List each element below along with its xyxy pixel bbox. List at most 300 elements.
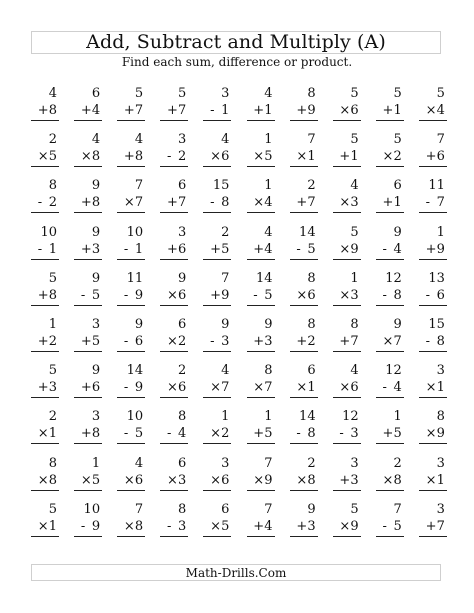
problem-operator: + <box>339 472 351 488</box>
problem <box>247 363 273 403</box>
problem-top-operand: 3 <box>350 455 359 471</box>
problem-top-operand: 9 <box>264 317 273 332</box>
answer-line <box>203 490 231 491</box>
answer-line <box>419 212 447 213</box>
problem-top-operand: 3 <box>221 86 230 101</box>
problem-bottom-line <box>339 426 358 441</box>
problem-grid <box>20 80 454 560</box>
problem <box>160 363 186 403</box>
problem-bottom-operand: 7 <box>134 195 144 211</box>
problem-top-operand: 4 <box>350 178 359 194</box>
problem <box>333 271 359 311</box>
problem-operator: × <box>253 472 265 488</box>
problem-top-operand: 6 <box>393 178 402 194</box>
problem-operator: - <box>37 241 43 257</box>
problem-bottom-operand: 5 <box>221 241 230 257</box>
problem-bottom-line <box>426 242 445 257</box>
answer-line <box>376 351 404 352</box>
problem <box>160 271 186 311</box>
problem-operator: × <box>382 149 394 165</box>
problem <box>117 363 143 403</box>
problem <box>290 502 316 542</box>
answer-line <box>290 305 318 306</box>
problem-operator: × <box>339 195 351 211</box>
problem <box>203 363 229 403</box>
answer-line <box>203 259 231 260</box>
problem-bottom-operand: 2 <box>48 195 57 211</box>
problem-bottom-operand: 8 <box>134 149 144 165</box>
answer-line <box>160 166 188 167</box>
problem <box>333 409 359 449</box>
problem-operator: + <box>80 103 92 118</box>
problem-top-operand: 5 <box>350 224 359 240</box>
problem <box>290 225 316 265</box>
footer-brand: Math-Drills.Com <box>185 565 287 580</box>
problem-bottom-operand: 7 <box>264 380 273 396</box>
problem-operator: × <box>339 518 351 534</box>
problem-top-operand: 3 <box>436 455 445 471</box>
problem <box>333 363 359 403</box>
problem-bottom-operand: 6 <box>350 380 359 396</box>
problem <box>160 178 186 218</box>
problem <box>333 317 359 357</box>
problem-bottom-operand: 9 <box>221 287 230 303</box>
problem-bottom-line <box>38 519 57 534</box>
problem-top-operand: 7 <box>264 455 273 471</box>
problem-top-operand: 6 <box>221 501 230 517</box>
problem-top-operand: 8 <box>307 86 316 101</box>
problem-top-operand: 7 <box>307 132 316 148</box>
problem-top-operand: 1 <box>221 409 230 425</box>
problem-bottom-operand: 5 <box>91 287 101 303</box>
problem-operator: + <box>80 195 92 211</box>
problem-operator: × <box>339 287 351 303</box>
problem-bottom-line <box>81 380 100 395</box>
problem-operator: - <box>382 287 387 303</box>
answer-line <box>31 490 59 491</box>
problem-bottom-line <box>383 288 402 303</box>
problem-bottom-line <box>167 473 186 488</box>
answer-line <box>160 259 188 260</box>
answer-line <box>290 490 318 491</box>
problem-bottom-line <box>167 195 186 210</box>
problem-operator: + <box>296 518 308 534</box>
answer-line <box>376 490 404 491</box>
problem-operator: + <box>339 149 351 165</box>
problem <box>31 86 57 126</box>
problem-top-operand: 3 <box>436 501 445 517</box>
problem-operator: × <box>37 518 49 534</box>
problem <box>247 456 273 496</box>
problem <box>203 502 229 542</box>
problem-bottom-operand: 5 <box>221 518 230 534</box>
answer-line <box>419 259 447 260</box>
problem-bottom-line <box>339 334 358 349</box>
problem <box>290 178 316 218</box>
problem-bottom-operand: 1 <box>307 149 316 165</box>
problem-bottom-line <box>253 473 272 488</box>
problem-bottom-line <box>210 426 229 441</box>
problem-bottom-operand: 9 <box>307 103 316 118</box>
problem-bottom-operand: 8 <box>91 195 101 211</box>
problem <box>74 363 100 403</box>
problem-bottom-operand: 9 <box>350 518 359 534</box>
problem-bottom-operand: 8 <box>393 287 402 303</box>
problem-bottom-operand: 6 <box>134 334 144 349</box>
problem-bottom-line <box>210 149 229 164</box>
problem <box>117 132 143 172</box>
answer-line <box>333 443 361 444</box>
problem-bottom-line <box>296 519 315 534</box>
problem-bottom-operand: 2 <box>178 334 187 349</box>
problem-bottom-operand: 5 <box>393 426 402 442</box>
problem-bottom-operand: 1 <box>134 241 144 257</box>
problem-bottom-line <box>38 426 57 441</box>
problem-top-operand: 15 <box>212 178 230 194</box>
problem-bottom-line <box>124 473 143 488</box>
problem-bottom-operand: 1 <box>393 195 402 211</box>
problem-bottom-operand: 1 <box>436 472 445 488</box>
problem-operator: × <box>253 380 265 396</box>
problem-top-operand: 5 <box>350 86 359 101</box>
problem-operator: × <box>123 472 135 488</box>
problem-bottom-line <box>253 103 272 118</box>
problem-operator: × <box>339 103 351 118</box>
problem-bottom-operand: 3 <box>350 472 359 488</box>
problem-operator: - <box>382 380 387 396</box>
problem-bottom-operand: 2 <box>307 334 316 349</box>
problem <box>160 132 186 172</box>
problem <box>247 502 273 542</box>
problem-bottom-operand: 6 <box>178 241 187 257</box>
problem-operator: - <box>123 426 129 442</box>
problem-top-operand: 5 <box>134 86 144 101</box>
problem-operator: + <box>37 287 49 303</box>
problem-bottom-operand: 6 <box>307 287 316 303</box>
problem-bottom-line <box>296 149 315 164</box>
problem-bottom-operand: 1 <box>48 426 57 442</box>
problem-bottom-line <box>426 473 445 488</box>
problem-top-operand: 3 <box>221 455 230 471</box>
problem-operator: + <box>382 103 394 118</box>
problem-top-operand: 4 <box>48 86 57 101</box>
problem-bottom-operand: 3 <box>307 518 316 534</box>
problem <box>247 225 273 265</box>
problem-bottom-operand: 7 <box>178 195 187 211</box>
problem-operator: × <box>253 149 265 165</box>
answer-line <box>203 166 231 167</box>
answer-line <box>203 305 231 306</box>
problem-bottom-operand: 7 <box>436 195 445 211</box>
problem-bottom-operand: 8 <box>48 472 57 488</box>
problem <box>419 502 445 542</box>
problem-bottom-operand: 4 <box>264 195 273 211</box>
problem <box>290 86 316 126</box>
problem-operator: × <box>296 472 308 488</box>
problem-operator: - <box>210 195 215 211</box>
problem <box>31 409 57 449</box>
problem-bottom-operand: 2 <box>393 149 402 165</box>
answer-line <box>376 120 404 121</box>
answer-line <box>31 305 59 306</box>
problem-top-operand: 2 <box>307 455 316 471</box>
answer-line <box>31 212 59 213</box>
problem <box>160 409 186 449</box>
problem-operator: × <box>425 380 437 396</box>
problem-operator: + <box>80 241 92 257</box>
answer-line <box>74 259 102 260</box>
problem <box>376 409 402 449</box>
problem-bottom-operand: 3 <box>221 334 230 349</box>
problem-operator: × <box>80 472 92 488</box>
problem <box>376 502 402 542</box>
footer-box <box>31 564 441 581</box>
answer-line <box>419 443 447 444</box>
problem-bottom-operand: 9 <box>134 287 144 303</box>
problem-bottom-line <box>296 288 315 303</box>
problem <box>74 409 100 449</box>
answer-line <box>160 351 188 352</box>
problem-operator: + <box>253 334 265 349</box>
problem <box>74 225 100 265</box>
problem-bottom-operand: 2 <box>178 149 187 165</box>
problem-top-operand: 1 <box>436 224 445 240</box>
answer-line <box>247 212 275 213</box>
problem-operator: × <box>123 195 135 211</box>
problem-top-operand: 10 <box>83 501 101 517</box>
problem-top-operand: 5 <box>393 132 402 148</box>
problem-bottom-operand: 9 <box>436 241 445 257</box>
problem <box>290 317 316 357</box>
problem-bottom-operand: 3 <box>91 241 101 257</box>
problem-bottom-operand: 1 <box>350 149 359 165</box>
problem-bottom-operand: 4 <box>264 241 273 257</box>
problem <box>160 225 186 265</box>
problem-operator: - <box>425 195 431 211</box>
problem <box>419 86 445 126</box>
problem-bottom-operand: 6 <box>436 287 445 303</box>
problem-bottom-operand: 8 <box>307 426 316 442</box>
problem-bottom-operand: 7 <box>350 334 359 349</box>
problem <box>419 132 445 172</box>
title-box <box>31 31 441 54</box>
problem <box>160 317 186 357</box>
problem <box>290 271 316 311</box>
problem <box>419 456 445 496</box>
problem <box>117 86 143 126</box>
problem-bottom-line <box>38 334 57 349</box>
problem <box>290 409 316 449</box>
answer-line <box>419 305 447 306</box>
problem-bottom-line <box>253 334 272 349</box>
problem <box>117 317 143 357</box>
problem <box>160 86 186 126</box>
answer-line <box>31 351 59 352</box>
answer-line <box>74 166 102 167</box>
problem-bottom-line <box>167 380 186 395</box>
answer-line <box>203 212 231 213</box>
problem-top-operand: 14 <box>299 409 316 425</box>
problem-bottom-operand: 5 <box>307 241 316 257</box>
problem-bottom-operand: 9 <box>264 472 273 488</box>
problem-top-operand: 1 <box>264 178 273 194</box>
problem-top-operand: 8 <box>264 363 273 379</box>
problem-bottom-line <box>383 519 402 534</box>
problem-top-operand: 2 <box>48 132 57 148</box>
problem-top-operand: 5 <box>436 86 445 101</box>
problem-bottom-operand: 8 <box>436 334 445 349</box>
problem <box>247 178 273 218</box>
problem-bottom-line <box>38 103 57 118</box>
worksheet-title: Add, Subtract and Multiply (A) <box>86 31 386 53</box>
problem-operator: + <box>37 334 49 349</box>
answer-line <box>290 259 318 260</box>
problem-bottom-operand: 5 <box>264 426 273 442</box>
problem-operator: + <box>37 380 49 396</box>
problem-operator: - <box>167 149 172 165</box>
problem <box>117 409 143 449</box>
problem <box>290 132 316 172</box>
problem-bottom-line <box>38 473 57 488</box>
problem-bottom-operand: 2 <box>48 334 57 349</box>
problem-top-operand: 5 <box>350 132 359 148</box>
problem <box>247 271 273 311</box>
problem-operator: - <box>339 426 344 442</box>
problem-operator: + <box>382 195 394 211</box>
problem-bottom-line <box>339 149 358 164</box>
answer-line <box>117 120 145 121</box>
problem-bottom-operand: 7 <box>436 518 445 534</box>
problem-operator: - <box>167 426 172 442</box>
problem-bottom-line <box>210 519 229 534</box>
problem <box>247 86 273 126</box>
problem-bottom-operand: 4 <box>436 103 445 118</box>
problem-bottom-operand: 1 <box>393 103 402 118</box>
answer-line <box>419 490 447 491</box>
problem <box>419 225 445 265</box>
problem-top-operand: 6 <box>307 363 316 379</box>
problem <box>74 317 100 357</box>
problem-top-operand: 8 <box>48 455 57 471</box>
problem-bottom-line <box>339 242 358 257</box>
answer-line <box>117 536 145 537</box>
problem-top-operand: 6 <box>178 178 187 194</box>
problem-bottom-operand: 9 <box>436 426 445 442</box>
problem-operator: - <box>80 287 86 303</box>
problem-bottom-line <box>124 103 143 118</box>
problem-top-operand: 1 <box>393 409 402 425</box>
problem-top-operand: 6 <box>91 86 101 101</box>
problem-top-operand: 7 <box>134 178 144 194</box>
problem-top-operand: 4 <box>91 132 101 148</box>
problem-top-operand: 7 <box>221 270 230 286</box>
problem-bottom-line <box>167 426 186 441</box>
problem-bottom-line <box>383 473 402 488</box>
problem-operator: + <box>253 426 265 442</box>
problem-operator: × <box>210 518 222 534</box>
problem-top-operand: 9 <box>91 270 101 286</box>
problem-bottom-line <box>81 426 100 441</box>
problem-operator: + <box>253 241 265 257</box>
problem-operator: × <box>37 149 49 165</box>
problem-bottom-line <box>38 380 57 395</box>
problem-bottom-operand: 2 <box>221 426 230 442</box>
answer-line <box>74 536 102 537</box>
problem-operator: × <box>167 380 178 396</box>
problem-top-operand: 13 <box>428 270 445 286</box>
problem-top-operand: 10 <box>126 409 144 425</box>
problem-top-operand: 1 <box>48 317 57 332</box>
problem-operator: + <box>425 149 437 165</box>
problem-top-operand: 9 <box>91 178 101 194</box>
problem-bottom-line <box>38 288 57 303</box>
problem <box>247 132 273 172</box>
answer-line <box>203 443 231 444</box>
problem <box>74 86 100 126</box>
problem <box>203 317 229 357</box>
answer-line <box>31 120 59 121</box>
answer-line <box>247 166 275 167</box>
problem-bottom-line <box>296 242 315 257</box>
problem-operator: × <box>296 380 308 396</box>
problem-bottom-operand: 5 <box>48 149 57 165</box>
answer-line <box>376 397 404 398</box>
problem-top-operand: 5 <box>178 86 187 101</box>
problem-top-operand: 7 <box>134 501 144 517</box>
problem-top-operand: 11 <box>428 178 445 194</box>
answer-line <box>203 536 231 537</box>
problem-top-operand: 2 <box>178 363 187 379</box>
problem <box>31 132 57 172</box>
problem-top-operand: 15 <box>428 317 445 332</box>
problem-operator: × <box>37 426 49 442</box>
problem-bottom-line <box>296 473 315 488</box>
problem-bottom-line <box>124 242 143 257</box>
answer-line <box>333 166 361 167</box>
answer-line <box>376 305 404 306</box>
problem-bottom-line <box>81 195 100 210</box>
problem-bottom-line <box>383 149 402 164</box>
problem-operator: - <box>296 241 301 257</box>
problem-top-operand: 4 <box>264 224 273 240</box>
problem-bottom-line <box>426 103 445 118</box>
problem-operator: + <box>123 149 135 165</box>
problem-operator: - <box>210 103 215 118</box>
problem-operator: - <box>425 287 431 303</box>
answer-line <box>160 443 188 444</box>
problem-bottom-line <box>210 195 229 210</box>
problem-bottom-operand: 8 <box>48 103 57 118</box>
problem <box>333 456 359 496</box>
answer-line <box>333 259 361 260</box>
problem-bottom-operand: 6 <box>350 103 359 118</box>
answer-line <box>419 166 447 167</box>
problem-bottom-line <box>426 380 445 395</box>
problem-bottom-line <box>383 242 402 257</box>
answer-line <box>247 351 275 352</box>
answer-line <box>74 351 102 352</box>
problem-operator: × <box>339 241 351 257</box>
problem-operator: + <box>339 334 351 349</box>
problem-operator: - <box>123 334 129 349</box>
problem-top-operand: 6 <box>178 455 187 471</box>
problem-operator: + <box>80 426 92 442</box>
problem <box>31 225 57 265</box>
problem <box>117 502 143 542</box>
problem-bottom-line <box>167 149 186 164</box>
problem-operator: + <box>382 426 394 442</box>
answer-line <box>31 259 59 260</box>
